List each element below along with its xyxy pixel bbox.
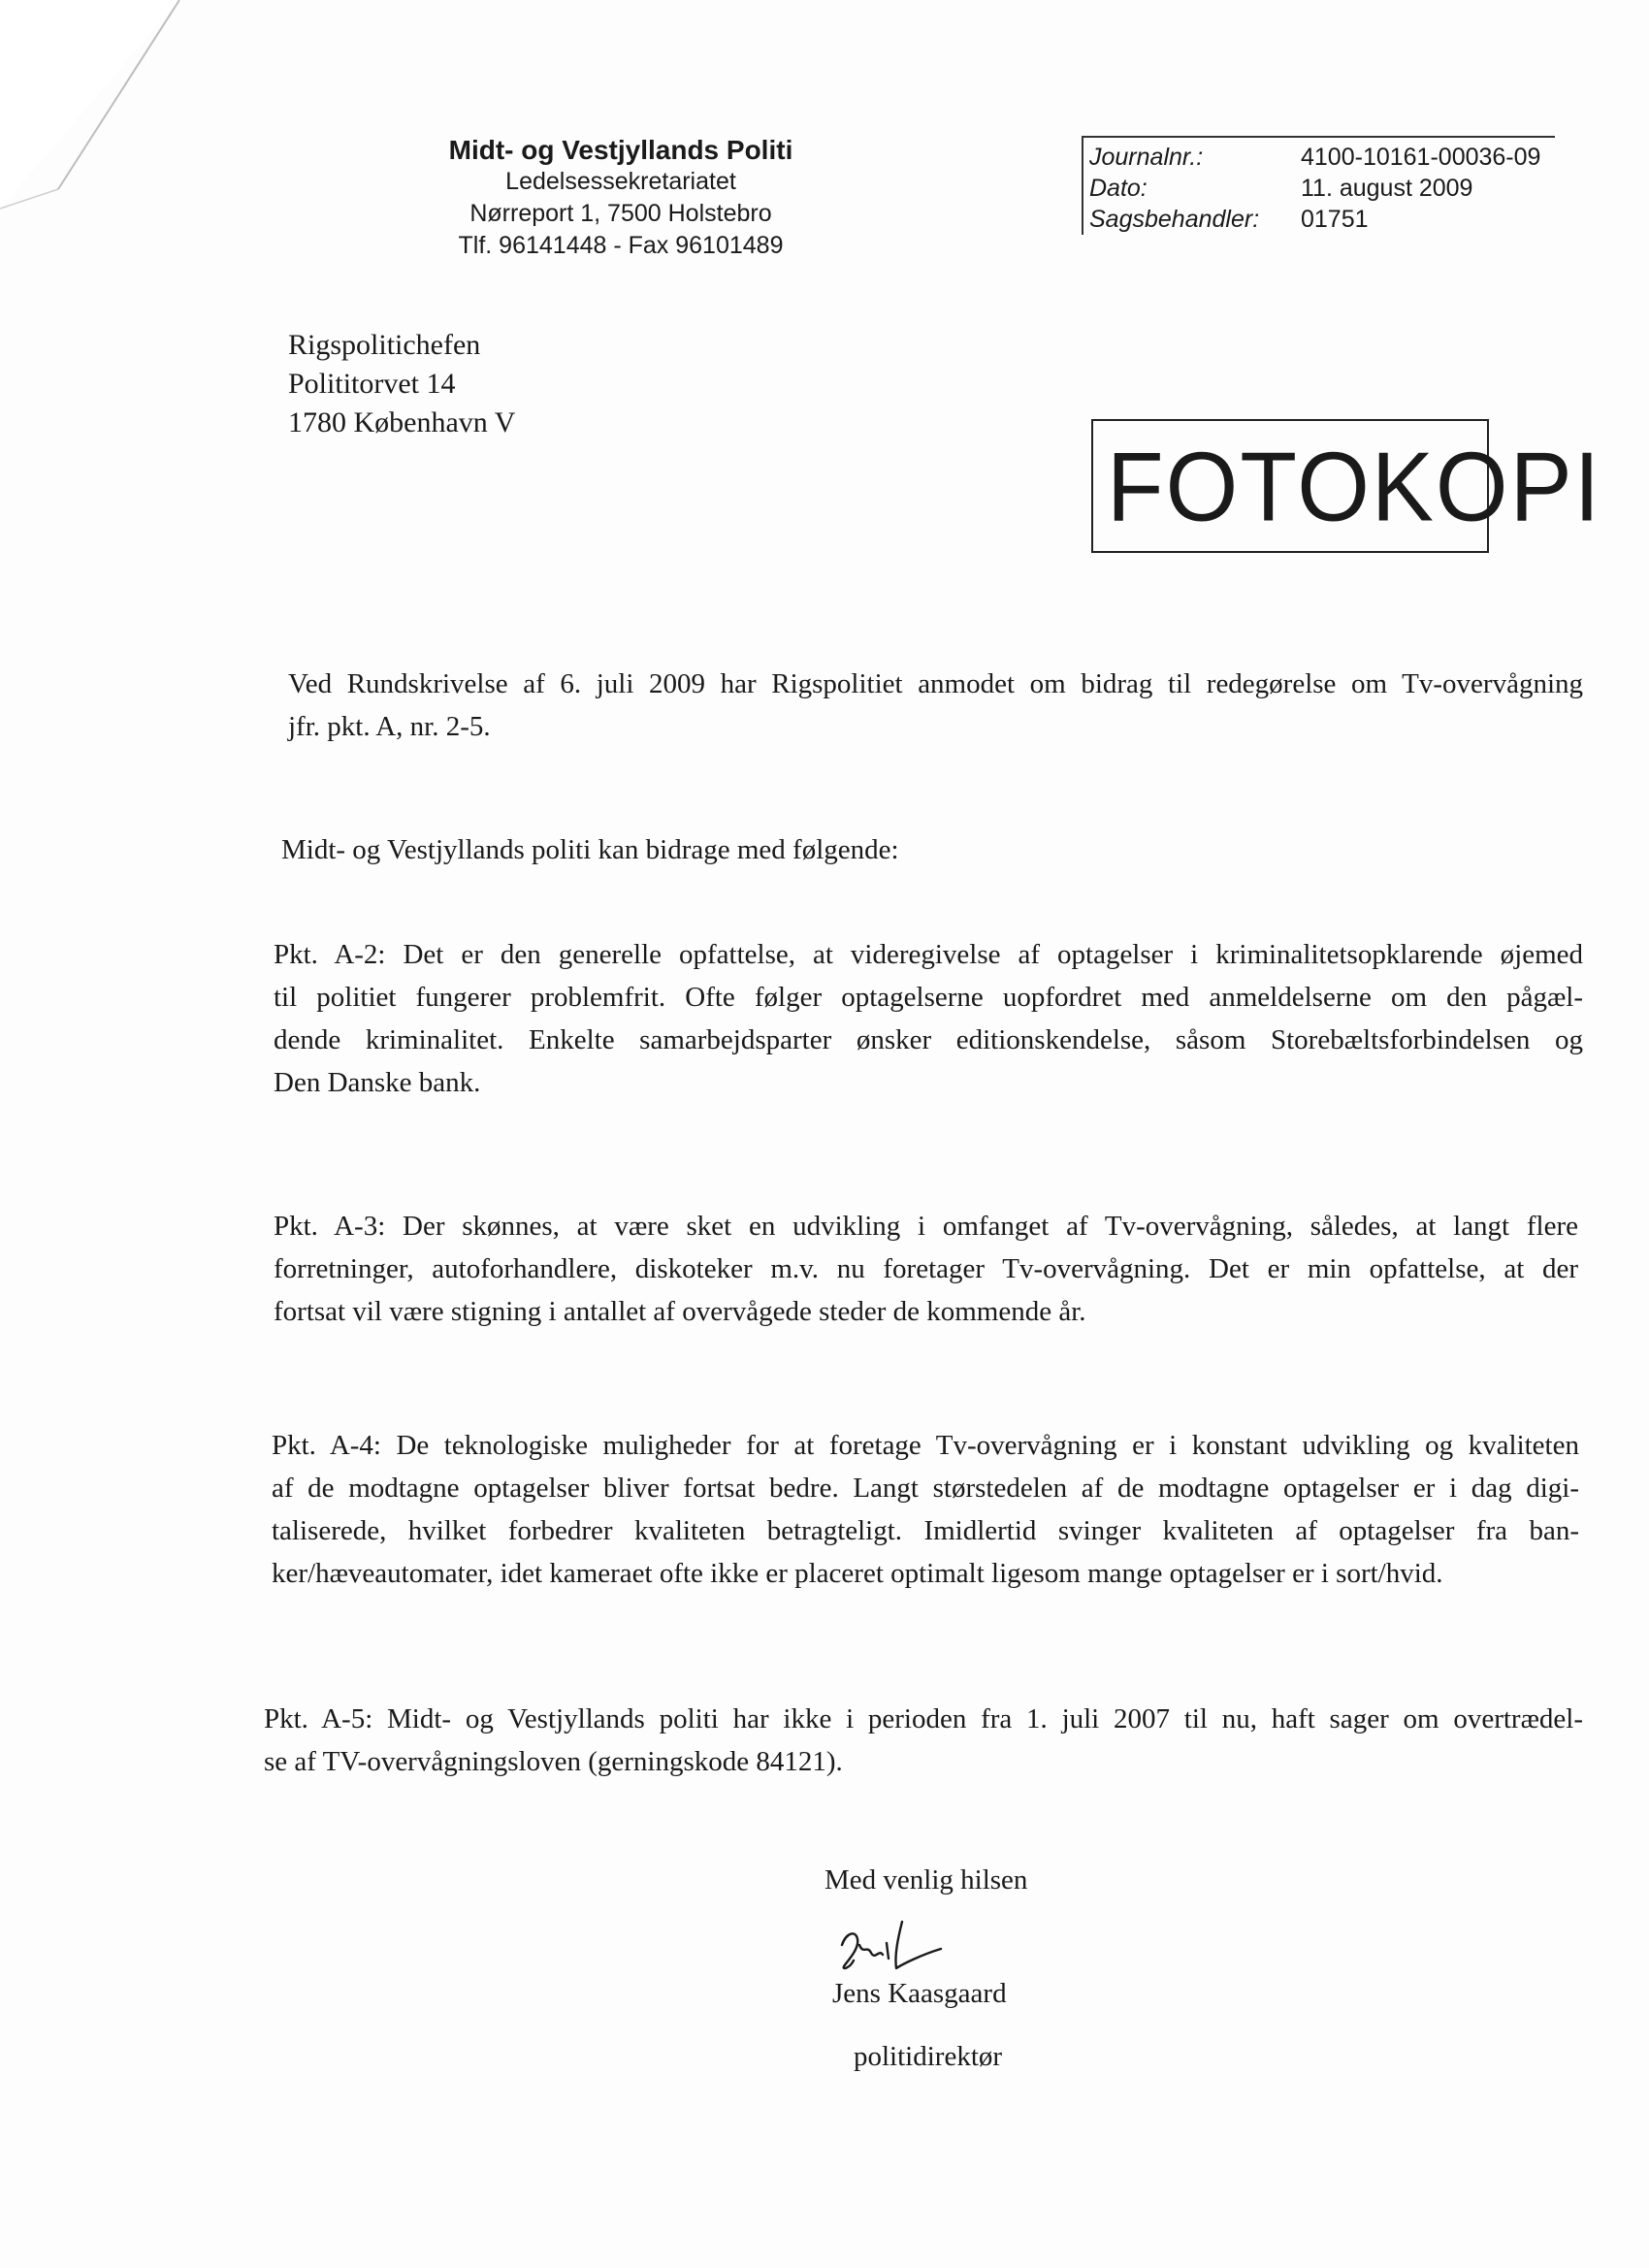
- paragraph-a5: [264, 1698, 1583, 1783]
- paragraph-line: Pkt. A-3: Der skønnes, at være sket en udvikling i omfanget af Tv-overvågning, således, at langt flere: [274, 1211, 1578, 1242]
- stamp-text: FOTOKOPI: [1107, 433, 1602, 542]
- handler-value: 01751: [1301, 206, 1369, 233]
- paragraph-line: forretninger, autoforhandlere, diskoteker m.v. nu foretager Tv-overvågning. Det er min opfattelse, at der: [274, 1253, 1578, 1284]
- journal-number: 4100-10161-00036-09: [1301, 144, 1541, 171]
- letterhead: [369, 134, 873, 262]
- organization-address: Nørreport 1, 7500 Holstebro: [469, 200, 772, 227]
- closing-greeting: Med venlig hilsen: [824, 1864, 1028, 1895]
- date-label: Dato:: [1089, 175, 1148, 202]
- recipient-city: 1780 København V: [288, 406, 516, 438]
- paragraph-line: Midt- og Vestjyllands politi kan bidrage med følgende:: [281, 834, 899, 865]
- date-value: 11. august 2009: [1301, 175, 1473, 202]
- fotokopi-stamp: [1091, 419, 1602, 553]
- signatory-name: Jens Kaasgaard: [832, 1978, 1007, 2009]
- organization-name: Midt- og Vestjyllands Politi: [448, 135, 793, 165]
- paragraph-line: Ved Rundskrivelse af 6. juli 2009 har Rigspolitiet anmodet om bidrag til redegørelse om Tv-overvågning: [288, 668, 1583, 699]
- paragraph-line: ker/hæveautomater, idet kameraet ofte ikke er placeret optimalt ligesom mange optagelser er i sort/hvid.: [272, 1558, 1443, 1589]
- paragraph-line: se af TV-overvågningsloven (gerningskode 84121).: [264, 1746, 843, 1777]
- lead-paragraph: [281, 828, 1576, 871]
- phone-fax: Tlf. 96141448 - Fax 96101489: [458, 232, 784, 259]
- recipient-street: Polititorvet 14: [288, 368, 456, 400]
- journal-row: [1089, 142, 1555, 173]
- paragraph-line: Pkt. A-5: Midt- og Vestjyllands politi har ikke i perioden fra 1. juli 2007 til nu, haft sager om overtrædel-: [264, 1703, 1583, 1734]
- department-name: Ledelsessekretariatet: [505, 168, 736, 195]
- paragraph-line: fortsat vil være stigning i antallet af overvågede steder de kommende år.: [274, 1296, 1086, 1327]
- paragraph-line: Den Danske bank.: [274, 1067, 481, 1098]
- handler-row: [1089, 204, 1555, 235]
- paragraph-line: Pkt. A-4: De teknologiske muligheder for at foretage Tv-overvågning er i konstant udvikling og kvaliteten: [272, 1430, 1579, 1461]
- paragraph-a2: [274, 933, 1583, 1104]
- paragraph-line: Pkt. A-2: Det er den generelle opfattelse, at videregivelse af optagelser i kriminalitetsopklarende øjemed: [274, 939, 1583, 970]
- recipient-address: [288, 326, 515, 442]
- paragraph-line: taliserede, hvilket forbedrer kvaliteten betragteligt. Imidlertid svinger kvaliteten af optagelser fra ban-: [272, 1515, 1579, 1546]
- recipient-name: Rigspolitichefen: [288, 329, 481, 361]
- paragraph-line: dende kriminalitet. Enkelte samarbejdsparter ønsker editionskendelse, såsom Storebæltsforbindelsen og: [274, 1024, 1583, 1055]
- folded-corner: [0, 0, 233, 233]
- intro-paragraph: [288, 663, 1583, 748]
- paragraph-line: jfr. pkt. A, nr. 2-5.: [288, 711, 491, 742]
- journal-label: Journalnr.:: [1089, 144, 1204, 171]
- handler-label: Sagsbehandler:: [1089, 206, 1260, 233]
- signatory-title: politidirektør: [854, 2041, 1003, 2072]
- paragraph-line: til politiet fungerer problemfrit. Ofte følger optagelserne uopfordret med anmeldelserne om den pågæl-: [274, 982, 1583, 1013]
- reference-box: [1082, 136, 1555, 235]
- date-row: [1089, 173, 1555, 204]
- paragraph-a4: [272, 1424, 1579, 1595]
- paragraph-a3: [274, 1205, 1578, 1333]
- paragraph-line: af de modtagne optagelser bliver fortsat bedre. Langt størstedelen af de modtagne optagelser er i dag digi-: [272, 1473, 1579, 1504]
